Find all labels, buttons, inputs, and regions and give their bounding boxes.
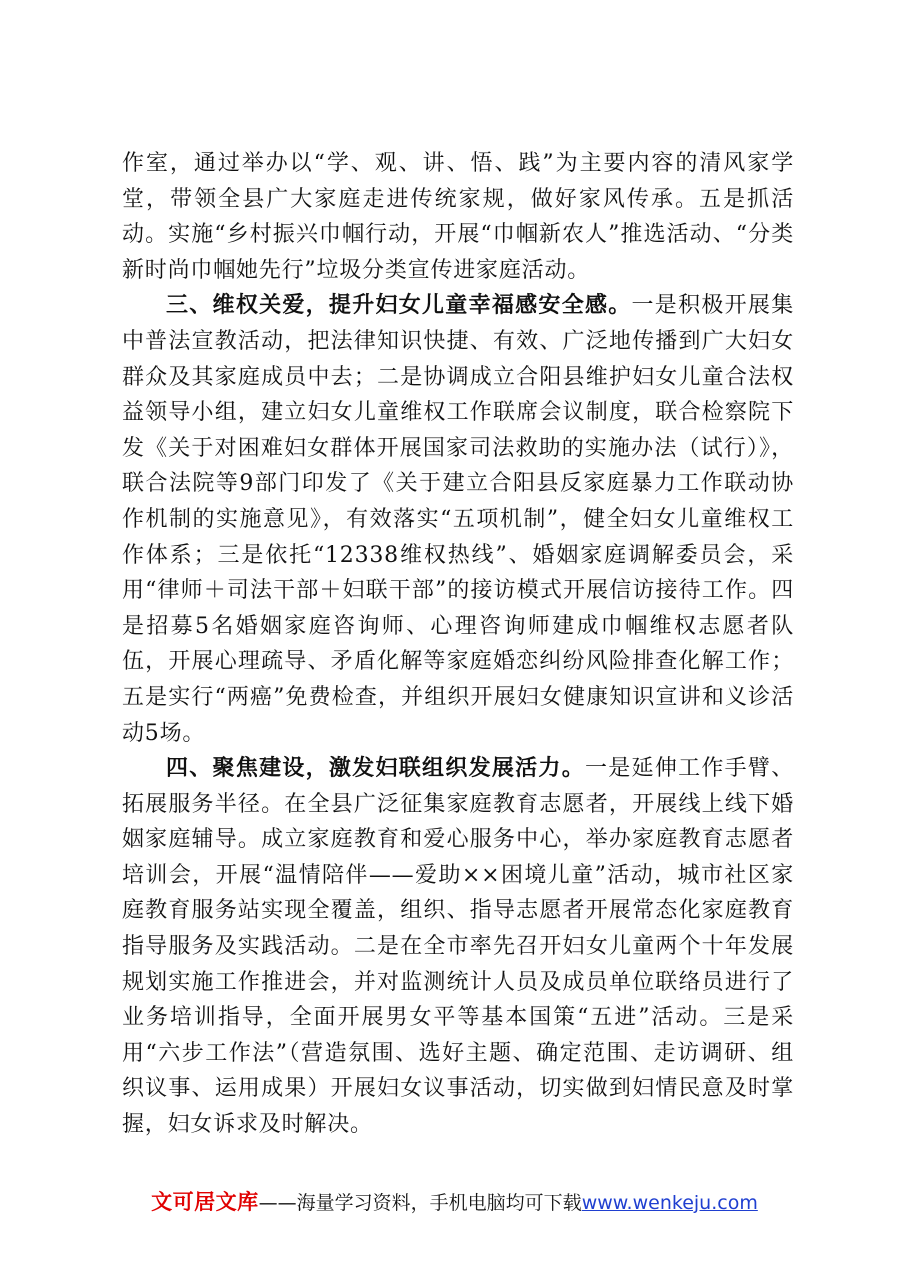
section-4-text: 一是延伸工作手臂、拓展服务半径。在全县广泛征集家庭教育志愿者，开展线上线下婚姻家庭辅导。成立家庭教育和爱心服务中心，举办家庭教育志愿者培训会，开展“温情陪伴——爱助××困境儿童”活动，城市社区家庭教育服务站实现全覆盖，组织、指导志愿者开展常态化家庭教育指导服务及实践活动。二是在全市率先召开妇女儿童两个十年发展规划实施工作推进会，并对监测统计人员及成员单位联络员进行了业务培训指导，全面开展男女平等基本国策“五进”活动。三是采用“六步工作法”（营造氛围、选好主题、确定范围、走访调研、组织议事、运用成果）开展妇女议事活动，切实做到妇情民意及时掌握，妇女诉求及时解决。 <box>122 756 794 1138</box>
paragraph-continuation: 作室，通过举办以“学、观、讲、悟、践”为主要内容的清风家学堂，带领全县广大家庭走进传统家规，做好家风传承。五是抓活动。实施“乡村振兴巾帼行动，开展“巾帼新农人”推选活动、“分类新时尚巾帼她先行”垃圾分类宣传进家庭活动。 <box>122 151 794 283</box>
section-3-text: 一是积极开展集中普法宣教活动，把法律知识快捷、有效、广泛地传播到广大妇女群众及其家庭成员中去；二是协调成立合阳县维护妇女儿童合法权益领导小组，建立妇女儿童维权工作联席会议制度，联合检察院下发《关于对困难妇女群体开展国家司法救助的实施办法（试行）》，联合法院等9部门印发了《关于建立合阳县反家庭暴力工作联动协作机制的实施意见》，有效落实“五项机制”，健全妇女儿童维权工作体系；三是依托“12338维权热线”、婚姻家庭调解委员会，采用“律师＋司法干部＋妇联干部”的接访模式开展信访接待工作。四是招募5名婚姻家庭咨询师、心理咨询师建成巾帼维权志愿者队伍，开展心理疏导、矛盾化解等家庭婚恋纠纷风险排查化解工作；五是实行“两癌”免费检查，并组织开展妇女健康知识宣讲和义诊活动5场。 <box>122 293 794 746</box>
footer-text: ——海量学习资料，手机电脑均可下载 <box>258 1192 582 1214</box>
section-3-heading: 三、维权关爱，提升妇女儿童幸福感安全感。 <box>166 293 632 319</box>
footer-brand: 文可居文库 <box>151 1190 259 1214</box>
document-body <box>122 146 794 1143</box>
page-footer <box>0 1186 909 1216</box>
footer-link[interactable]: www.wenkeju.com <box>581 1192 758 1214</box>
paragraph-section-4 <box>122 751 794 1143</box>
section-4-heading: 四、聚焦建设，激发妇联组织发展活力。 <box>166 756 585 782</box>
paragraph-section-3 <box>122 288 794 751</box>
